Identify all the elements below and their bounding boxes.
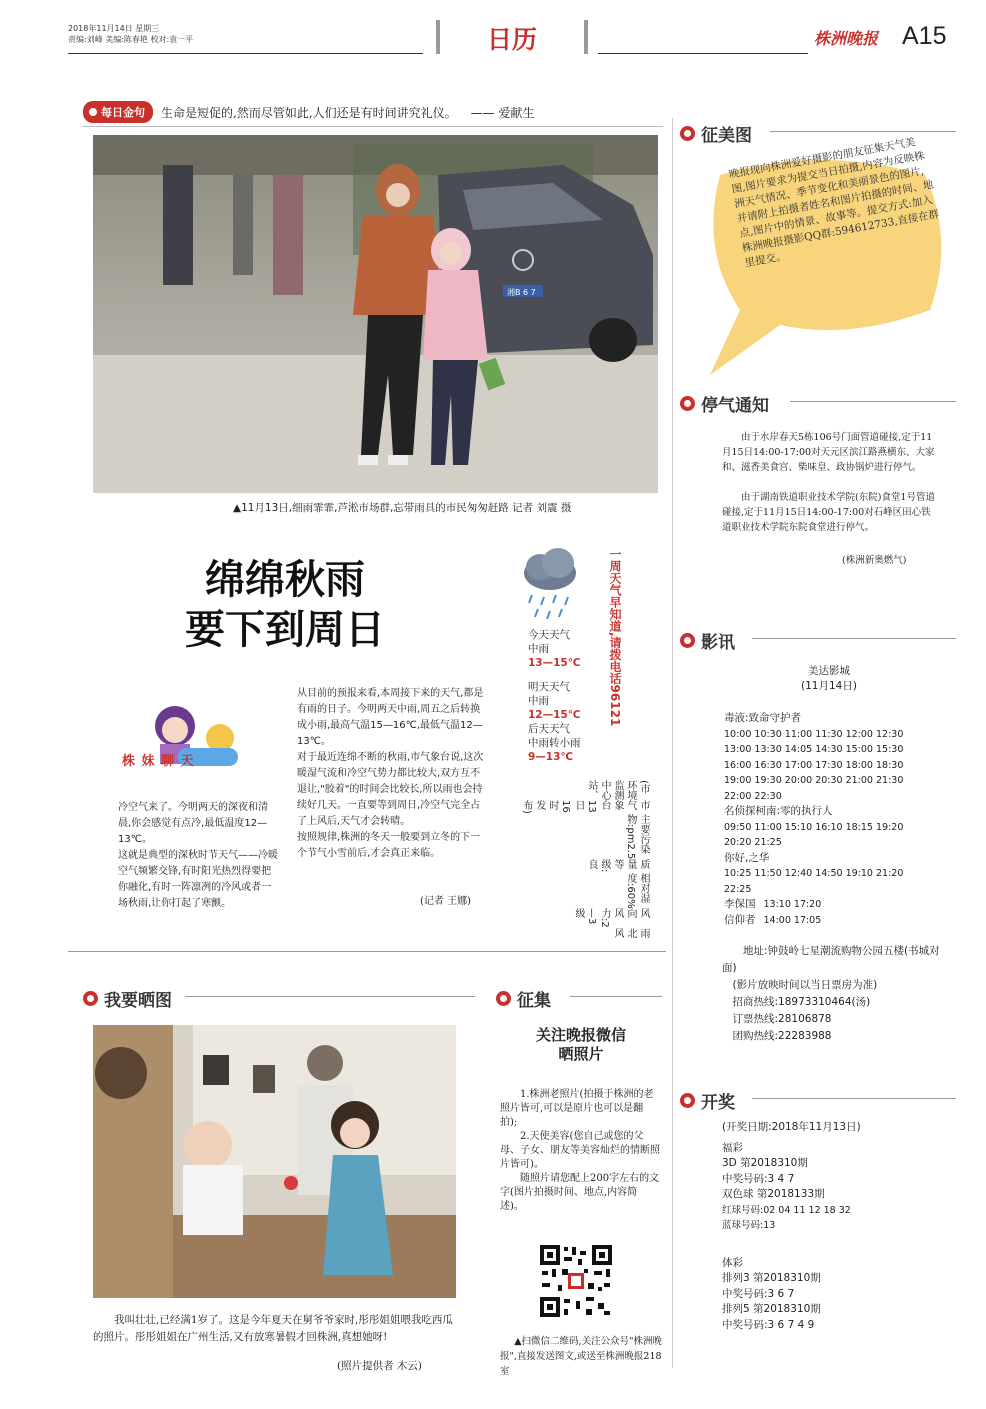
movie-title: 你好,之华 [724, 851, 770, 864]
movie-times: 13:10 17:20 [763, 899, 822, 910]
column-divider [672, 118, 673, 1368]
cinema-note: (影片放映时间以当日票房为准) [732, 979, 878, 991]
after-temp: 9—13℃ [528, 751, 574, 763]
bullet-icon [89, 108, 97, 116]
issue-date: 2018年11月14日 星期三 [68, 24, 160, 33]
gas-notice-header [680, 391, 769, 416]
bullet-icon [680, 1093, 695, 1108]
quote-badge [83, 101, 153, 123]
hotline-business: 招商热线:18973310464(汤) [732, 996, 871, 1008]
zhengji-headline-2: 晒照片 [558, 1045, 604, 1063]
cinema-contact [722, 943, 944, 1045]
main-photo-caption: ▲11月13日,细雨霏霏,芦淞市场群,忘带雨具的市民匆匆赶路 记者 刘震 摄 [233, 502, 572, 514]
share-photo-line [185, 996, 475, 997]
ssq-blue: 蓝球号码:13 [722, 1220, 776, 1231]
zhengji-header [496, 986, 551, 1011]
quote-author: —— 爱献生 [470, 105, 535, 120]
zhengmeitu-line [770, 131, 956, 132]
children-photo [93, 1025, 456, 1298]
share-photo-header [83, 986, 172, 1011]
hotline-booking: 订票热线:28106878 [732, 1013, 832, 1025]
zhengmeitu-text: 晚报现向株洲爱好摄影的朋友征集天气美图,图片要求为提交当日拍摄,内容为反映株洲天气情况、季节变化和美丽景色的图片,并请附上拍摄者姓名和图片拍摄的时间、地点,图片中的情景、故事等。提交方式:加入株洲晚报摄影QQ群:594612733,直接在群里提交。 [728, 136, 940, 270]
air-source: (市环境监测中心站、 [586, 780, 649, 800]
wechat-qr-code[interactable] [538, 1243, 614, 1319]
air-grade: 质量等级:良 [586, 859, 649, 873]
movie-times: 14:00 17:05 [763, 914, 822, 926]
air-quality [520, 780, 650, 938]
header-rule-right [598, 53, 808, 54]
headline-line-2: 要下到周日 [185, 607, 385, 653]
zhengji-title: 征集 [517, 991, 551, 1011]
section-title: 日历 [486, 25, 537, 54]
zhengmeitu-header [680, 121, 752, 146]
zhengji-item-2: 2.天使美容(您自己或您的父母、子女、朋友等美容灿烂的情断照片皆可)。 [500, 1131, 660, 1170]
movie-times: 13:00 13:30 14:05 14:30 15:00 15:30 [724, 744, 904, 755]
zhengji-line [570, 996, 662, 997]
main-photo [93, 135, 658, 493]
article-col-2: 从目前的预报来看,本周接下来的天气,都是有雨的日子。今明两天中雨,周五之后转换成小雨,最高气温15—16℃,最低气温12—13℃。 对于最近连绵不断的秋雨,市气象台说,这次暖湿气流和冷空气势力都比较大,双方互不退让,"胶着"的时间会比较长,所以雨也会持续好几天。一直要等到周日,冷空气完全占了上风后,天气才会转晴。 按照规律,株洲的冬天一般要到立冬的下一个节气小雪前后,才会真正来临。 [297, 688, 484, 859]
movie-entry [724, 711, 946, 804]
bullet-icon [680, 126, 695, 141]
lottery-results [722, 1120, 944, 1333]
movie-times: 22:00 22:30 [724, 790, 782, 802]
air-wind: 风向风力:2—3级 [573, 908, 649, 928]
fucai-label: 福彩 [722, 1141, 743, 1154]
cinema-date: (11月14日) [801, 680, 857, 692]
share-photo-title: 我要晒图 [104, 991, 172, 1011]
gas-notice-p2: 由于湖南铁道职业技术学院(东院)食堂1号管道碰接,定于11月15日14:00-17:00对石峰区田心铁道职业技术学院东院食堂进行停气。 [722, 492, 935, 533]
today-cond: 中雨 [528, 643, 549, 655]
movie-times: 10:00 10:30 11:00 11:30 12:00 12:30 [724, 728, 904, 740]
zhengji-item-1: 1.株洲老照片(拍摄于株洲的老照片皆可,可以是原片也可以是翻拍); [500, 1089, 654, 1128]
weather-hotline: 一周天气早知道,请拨电话96121 [608, 548, 622, 727]
qr-caption: ▲扫微信二维码,关注公众号"株洲晚报",直接发送图文,或送至株洲晚报218室 [500, 1336, 662, 1377]
3d-numbers: 中奖号码:3 4 7 [722, 1172, 795, 1185]
quote-badge-label: 每日金句 [101, 106, 145, 119]
air-wind-dir: 雨 北风 [612, 928, 649, 938]
air-title: 市气象台13日16时发布) [521, 800, 649, 814]
today-temp: 13—15℃ [528, 657, 581, 669]
quote-rule [83, 126, 663, 127]
bullet-icon [83, 991, 98, 1006]
tomorrow-cond: 中雨 [528, 695, 549, 707]
bullet-icon [680, 396, 695, 411]
quote-text: 生命是短促的,然而尽管如此,人们还是有时间讲究礼仪。 [161, 105, 457, 120]
zhengji-headline-1: 关注晚报微信 [535, 1026, 626, 1044]
air-pollutant: 主要污染物:pm2.5 [625, 813, 649, 860]
p3-issue: 排列3 第2018310期 [722, 1272, 821, 1284]
p3-numbers: 中奖号码:3 6 7 [722, 1287, 795, 1300]
p5-issue: 排列5 第2018310期 [722, 1303, 821, 1315]
share-photo-caption: 我叫壮壮,已经满1岁了。这是今年夏天在舅爷爷家时,彤彤姐姐喂我吃西瓜的照片。彤彤姐姐在广州生活,又有放寒暑假才回株洲,真想她呀! [93, 1314, 453, 1343]
zhengji-headline [496, 1026, 666, 1064]
column-logo [120, 696, 245, 780]
tomorrow-temp: 12—15℃ [528, 709, 581, 721]
article-col-1: 冷空气来了。今明两天的深夜和清晨,你会感觉有点冷,最低温度12—13℃。 这就是典型的深秋时节天气——冷暖空气频繁交锋,有时阳光热烈得要把你融化,有时一阵凛冽的冷风或者一场秋雨,让你打起了寒颤。 [118, 802, 278, 909]
ssq-red: 红球号码:02 04 11 12 18 32 [722, 1204, 851, 1216]
headline-line-1: 绵绵秋雨 [205, 557, 365, 603]
movie-title: 信仰者 [724, 913, 756, 926]
movies-title: 影讯 [701, 633, 735, 653]
section-divider [68, 951, 666, 952]
lottery-date: (开奖日期:2018年11月13日) [722, 1121, 861, 1133]
movie-times: 10:25 11:50 12:40 14:50 19:10 21:20 [724, 868, 904, 879]
lottery-title: 开奖 [701, 1093, 735, 1113]
after-cond: 中雨转小雨 [528, 737, 581, 749]
p5-numbers: 中奖号码:3 6 7 4 9 [722, 1318, 815, 1331]
today-label: 今天天气 [528, 629, 570, 641]
masthead-logo: 株洲晚报 [814, 29, 879, 48]
header-divider-2 [584, 20, 588, 54]
after-label: 后天天气 [528, 723, 570, 735]
movie-title: 毒液:致命守护者 [724, 712, 802, 724]
movies-line [752, 638, 956, 639]
ticai-label: 体彩 [722, 1256, 743, 1269]
editor-credits: 责编:刘峰 美编:陈春艳 校对:袁一平 [68, 35, 194, 44]
column-logo-text: 株 妹 聊 天 [122, 754, 195, 769]
movies-header [680, 628, 735, 653]
cinema-address: 地址:钟鼓岭七星潮流购物公园五楼(书城对面) [722, 945, 940, 974]
movie-entry [724, 897, 946, 913]
bullet-icon [496, 991, 511, 1006]
movie-list [724, 711, 946, 928]
movie-times: 09:50 11:00 15:10 16:10 18:15 19:20 [724, 821, 904, 833]
street-rain-photo [93, 135, 658, 493]
ssq-issue: 双色球 第2018133期 [722, 1188, 825, 1200]
tomorrow-label: 明天天气 [528, 681, 570, 693]
article-byline: (记者 王娜) [420, 896, 471, 907]
movie-entry [724, 913, 946, 929]
movie-times: 22:25 [724, 883, 752, 895]
page-number: A15 [902, 22, 947, 50]
lottery-line [752, 1098, 956, 1099]
movie-times: 16:00 16:30 17:00 17:30 18:00 18:30 [724, 759, 904, 771]
movie-entry [724, 851, 946, 898]
daily-quote [83, 101, 534, 123]
article-headline [140, 555, 430, 655]
movie-title: 李保国 [724, 898, 756, 910]
cinema-info [722, 664, 936, 694]
movie-title: 名侦探柯南:零的执行人 [724, 805, 833, 817]
family-photo [93, 1025, 456, 1298]
car-plate-text: 湘B 6 7 [507, 288, 536, 297]
gas-notice-title: 停气通知 [701, 396, 769, 416]
3d-issue: 3D 第2018310期 [722, 1157, 808, 1169]
movie-times: 19:00 19:30 20:00 20:30 21:00 21:30 [724, 775, 904, 786]
movie-times: 20:20 21:25 [724, 837, 782, 848]
air-humidity: 相对湿度:60% [625, 872, 649, 909]
cinema-name: 美达影城 [808, 665, 850, 677]
weather-rain-icon [520, 545, 580, 625]
zhengji-note: 随照片请您配上200字左右的文字(图片拍摄时间、地点,内容简述)。 [500, 1173, 660, 1212]
header-rule-left [68, 53, 423, 54]
header-divider [436, 20, 440, 54]
hotline-group: 团购热线:22283988 [732, 1030, 832, 1042]
movie-entry [724, 804, 946, 851]
share-photo-credit: (照片提供者 木云) [337, 1360, 423, 1372]
zhengmeitu-title: 征美图 [701, 126, 752, 146]
weather-forecast [528, 628, 581, 764]
lottery-header [680, 1088, 735, 1113]
gas-notice-sign: (株洲新奥燃气) [842, 555, 907, 566]
zhengji-body [500, 1088, 660, 1214]
gas-notice-line [790, 401, 956, 402]
gas-notice-p1: 由于水岸春天5栋106号门面管道碰接,定于11月15日14:00-17:00对天元区滨江路燕横东、大家和、滋香美食宫、柴味皇、政协锅炉进行停气。 [722, 432, 935, 473]
bullet-icon [680, 633, 695, 648]
